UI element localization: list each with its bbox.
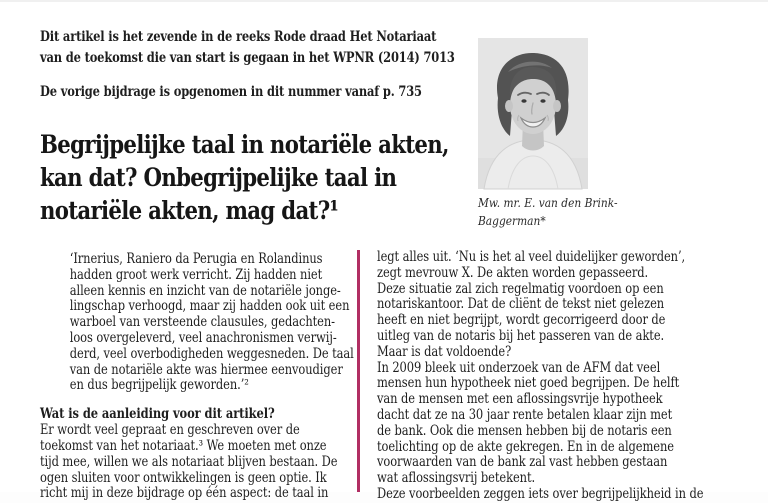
left-paragraph: Er wordt veel gepraat en geschreven over de toekomst van het notariaat.³ We moeten met onze tijd mee, willen we als notariaat blijven bestaan. De ogen sluiten voor ontwikkelingen is geen optie. Ik richt mij in deze bijdrage op één aspect: de taal in: [40, 422, 338, 502]
article-title: Begrijpelijke taal in notariële akten, kan dat? Onbegrijpelijke taal in notariële akten, mag dat?¹: [40, 130, 449, 225]
right-column: legt alles uit. ‘Nu is het al veel duidelijker geworden’, zegt mevrouw X. De akten worden gepasseerd. Deze situatie zal zich regelmatig voordoen op een notariskantoor. Dat de cliënt de tekst niet gelezen heeft en niet begrijpt, wordt gecorrigeerd door de uitleg van de notaris bij het passeren van de akte. Maar is dat voldoende? In 2009 bleek uit onderzoek van de AFM dat veel mensen hun hypotheek niet goed begrijpen. De helft van de mensen met een aflossingsvrije hypotheek dacht dat ze na 30 jaar rente betalen klaar zijn met de bank. Ook die mensen hebben bij de notaris een toelichting op de akte gekregen. En in de algemene voorwaarden van de bank zal vast hebben gestaan wat aflossingsvrij betekent. Deze voorbeelden zeggen iets over begrijpelijkheid in de: [377, 249, 704, 502]
series-note: Dit artikel is het zevende in de reeks Rode draad Het Notariaat van de toekomst die van start is gegaan in het WPNR (2014) 7013: [40, 29, 455, 66]
author-caption: Mw. mr. E. van den Brink- Baggerman*: [478, 195, 618, 228]
portrait-illustration: [478, 38, 588, 189]
left-column: [40, 251, 354, 502]
opening-quote: ‘Irnerius, Raniero da Perugia en Rolandinus hadden groot werk verricht. Zij hadden niet alleen kennis en inzicht van de notariële jonge- lingschap verhoogd, maar zij hadden ook uit een warboel van versteende clausules, gedachten- loos overgeleverd, veel anachronismen verwij- derd, veel overbodigheden weggesneden. De taal van de notariële akte was hiermee eenvoudiger en dus begrijpelijk geworden.’²: [69, 251, 354, 394]
page-top-edge: [0, 0, 768, 2]
section-heading: Wat is de aanleiding voor dit artikel?: [40, 406, 275, 423]
author-photo: [478, 38, 588, 189]
column-divider: [357, 250, 360, 492]
previous-contribution-note: De vorige bijdrage is opgenomen in dit nummer vanaf p. 735: [40, 84, 422, 100]
